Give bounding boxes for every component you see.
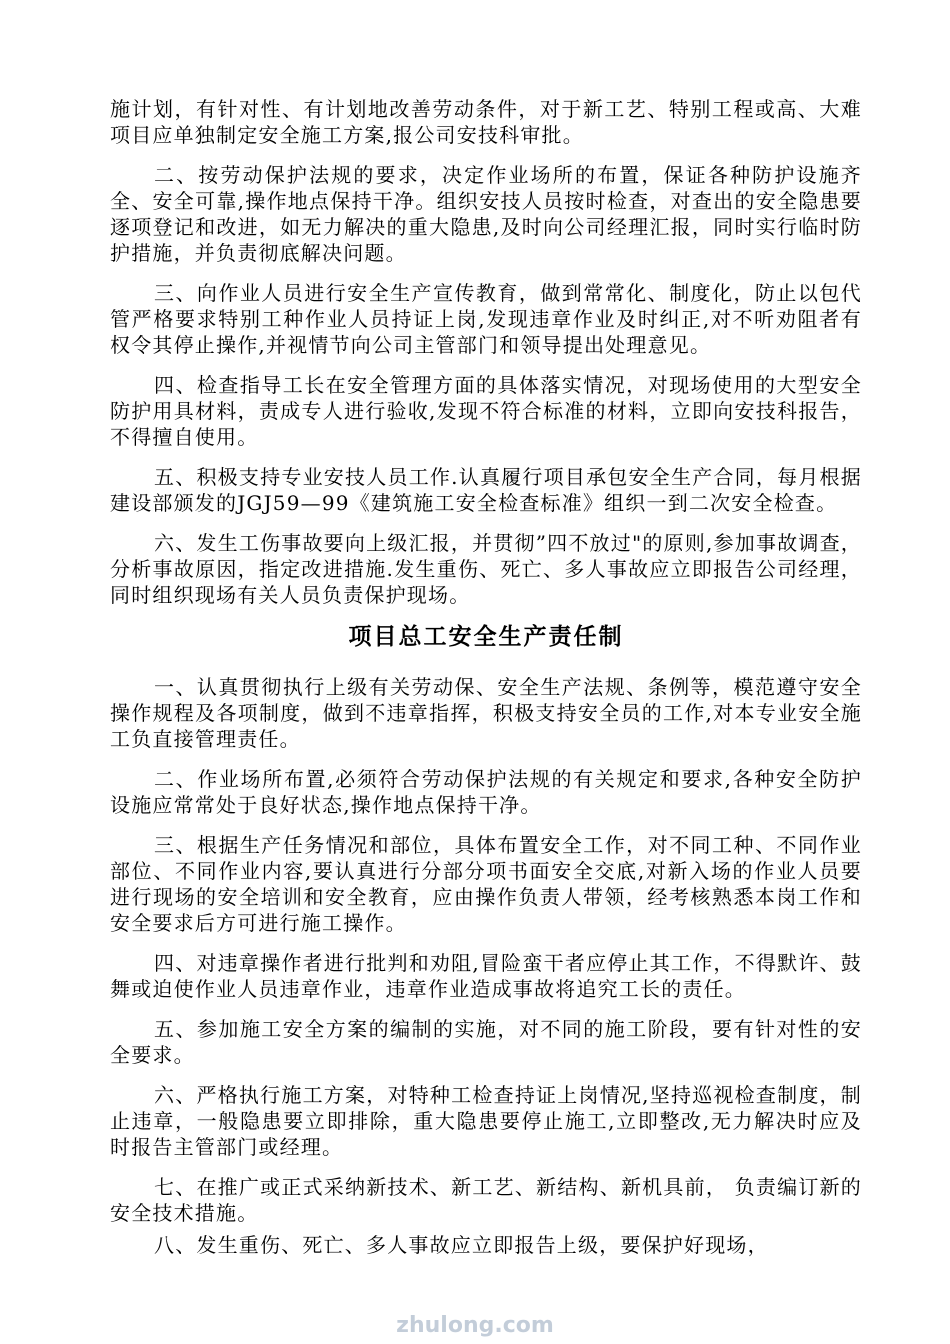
paragraph-2: 二、按劳动保护法规的要求，决定作业场所的布置，保证各种防护设施齐全、安全可靠,操作地点保持干净。组织安技人员按时检查，对查出的安全隐患要逐项登记和改进，如无力解决的重大隐患,及时向公司经理汇报，同时实行临时防护措施，并负责彻底解决问题。 — [110, 163, 862, 265]
paragraph-duty-6: 六、严格执行施工方案，对特种工检查持证上岗情况,坚持巡视检查制度，制止违章，一般隐患要立即排除，重大隐患要停止施工,立即整改,无力解决时应及时报告主管部门或经理。 — [110, 1083, 862, 1159]
paragraph-duty-1: 一、认真贯彻执行上级有关劳动保、安全生产法规、条例等，模范遵守安全操作规程及各项制度，做到不违章指挥，积极支持安全员的工作,对本专业安全施工负直接管理责任。 — [110, 675, 862, 751]
paragraph-duty-7: 七、在推广或正式采纳新技术、新工艺、新结构、新机具前， 负责编订新的安全技术措施。 — [110, 1175, 862, 1225]
paragraph-duty-5: 五、参加施工安全方案的编制的实施，对不同的施工阶段，要有针对性的安全要求。 — [110, 1017, 862, 1067]
watermark-logo: zhulong.com — [396, 1313, 554, 1338]
paragraph-5: 五、积极支持专业安技人员工作.认真履行项目承包安全生产合同，每月根据建设部颁发的JGJ59—99《建筑施工安全检查标准》组织一到二次安全检查。 — [110, 465, 862, 515]
paragraph-duty-3: 三、根据生产任务情况和部位，具体布置安全工作，对不同工种、不同作业部位、不同作业内容,要认真进行分部分项书面安全交底,对新入场的作业人员要进行现场的安全培训和安全教育，应由操作负责人带领，经考核熟悉本岗工作和安全要求后方可进行施工操作。 — [110, 833, 862, 935]
paragraph-4: 四、检查指导工长在安全管理方面的具体落实情况，对现场使用的大型安全防护用具材料，责成专人进行验收,发现不符合标准的材料，立即向安技科报告，不得擅自使用。 — [110, 373, 862, 449]
paragraph-duty-4: 四、对违章操作者进行批判和劝阻,冒险蛮干者应停止其工作，不得默许、鼓舞或迫使作业人员违章作业，违章作业造成事故将追究工长的责任。 — [110, 951, 862, 1001]
paragraph-duty-2: 二、作业场所布置,必须符合劳动保护法规的有关规定和要求,各种安全防护设施应常常处于良好状态,操作地点保持干净。 — [110, 767, 862, 817]
paragraph-6: 六、发生工伤事故要向上级汇报，并贯彻”四不放过"的原则,参加事故调查，分析事故原因，指定改进措施.发生重伤、死亡、多人事故应立即报告公司经理，同时组织现场有关人员负责保护现场。 — [110, 531, 862, 607]
document-body — [110, 96, 862, 1272]
section-heading: 项目总工安全生产责任制 — [348, 624, 624, 650]
paragraph-continued: 施计划，有针对性、有计划地改善劳动条件，对于新工艺、特别工程或高、大难项目应单独制定安全施工方案,报公司安技科审批。 — [110, 97, 862, 147]
paragraph-duty-8: 八、发生重伤、死亡、多人事故应立即报告上级，要保护好现场， — [154, 1233, 769, 1257]
paragraph-3: 三、向作业人员进行安全生产宣传教育，做到常常化、制度化，防止以包代管严格要求特别工种作业人员持证上岗,发现违章作业及时纠正,对不听劝阻者有权令其停止操作,并视情节向公司主管部门和领导提出处理意见。 — [110, 281, 862, 357]
